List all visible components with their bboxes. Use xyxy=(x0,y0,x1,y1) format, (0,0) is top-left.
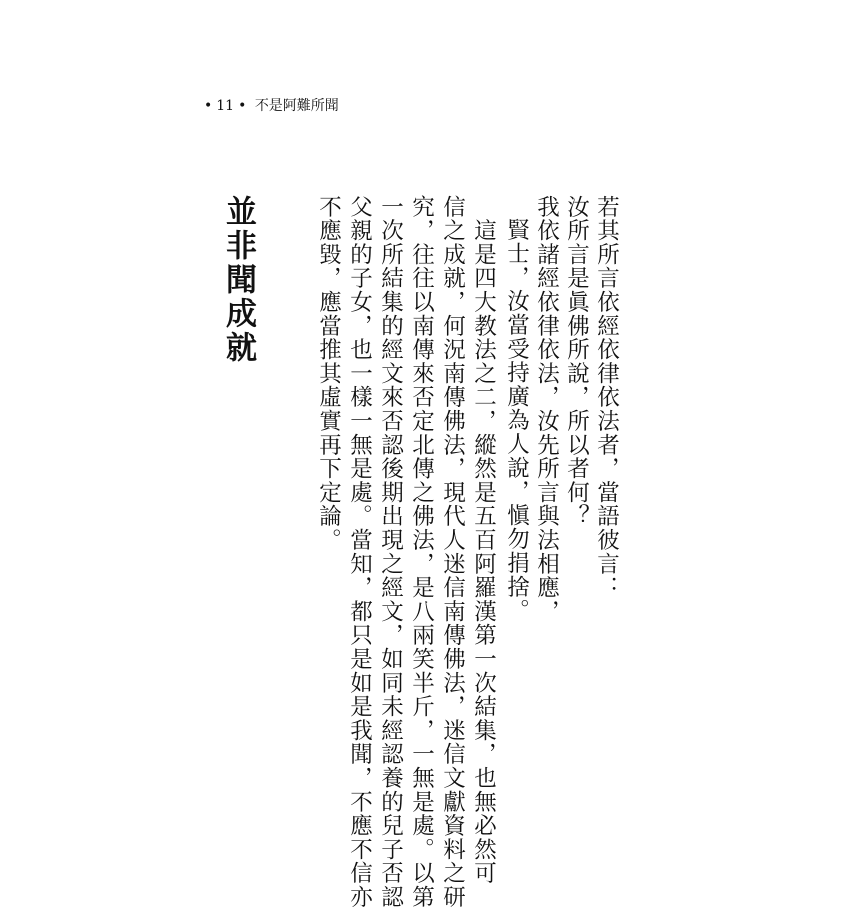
text-column-4: 賢士，汝當受持廣為人說，愼勿捐捨。 xyxy=(503,218,530,623)
header-dot-right: • xyxy=(238,98,247,114)
text-column-9: 父親的子女，也一樣一無是處。當知，都只是如是我聞，不應不信亦 xyxy=(346,195,373,909)
text-column-2: 汝所言是眞佛所說，所以者何？ xyxy=(563,195,590,529)
text-column-5: 這是四大教法之二，縱然是五百阿羅漢第一次結集，也無必然可 xyxy=(470,195,497,886)
page-header xyxy=(200,95,339,115)
text-column-7: 究，往往以南傳來否定北傳之佛法，是八兩笑半斤，一無是處。以第 xyxy=(408,195,435,909)
running-title: 不是阿難所聞 xyxy=(254,98,339,114)
text-column-8: 一次所結集的經文來否認後期出現之經文，如同未經認養的兒子否認 xyxy=(377,195,404,909)
page-number: 11 xyxy=(216,98,235,114)
text-column-10: 不應毀，應當推其虛實再下定論。 xyxy=(315,195,342,552)
header-dot-left: • xyxy=(204,98,213,114)
section-title: 並非聞成就 xyxy=(220,195,256,365)
text-column-3: 我依諸經依律依法，汝先所言與法相應， xyxy=(533,195,560,624)
text-column-1: 若其所言依經依律依法者，當語彼言： xyxy=(593,195,620,600)
text-column-6: 信之成就，何況南傳佛法，現代人迷信南傳佛法，迷信文獻資料之研 xyxy=(439,195,466,909)
